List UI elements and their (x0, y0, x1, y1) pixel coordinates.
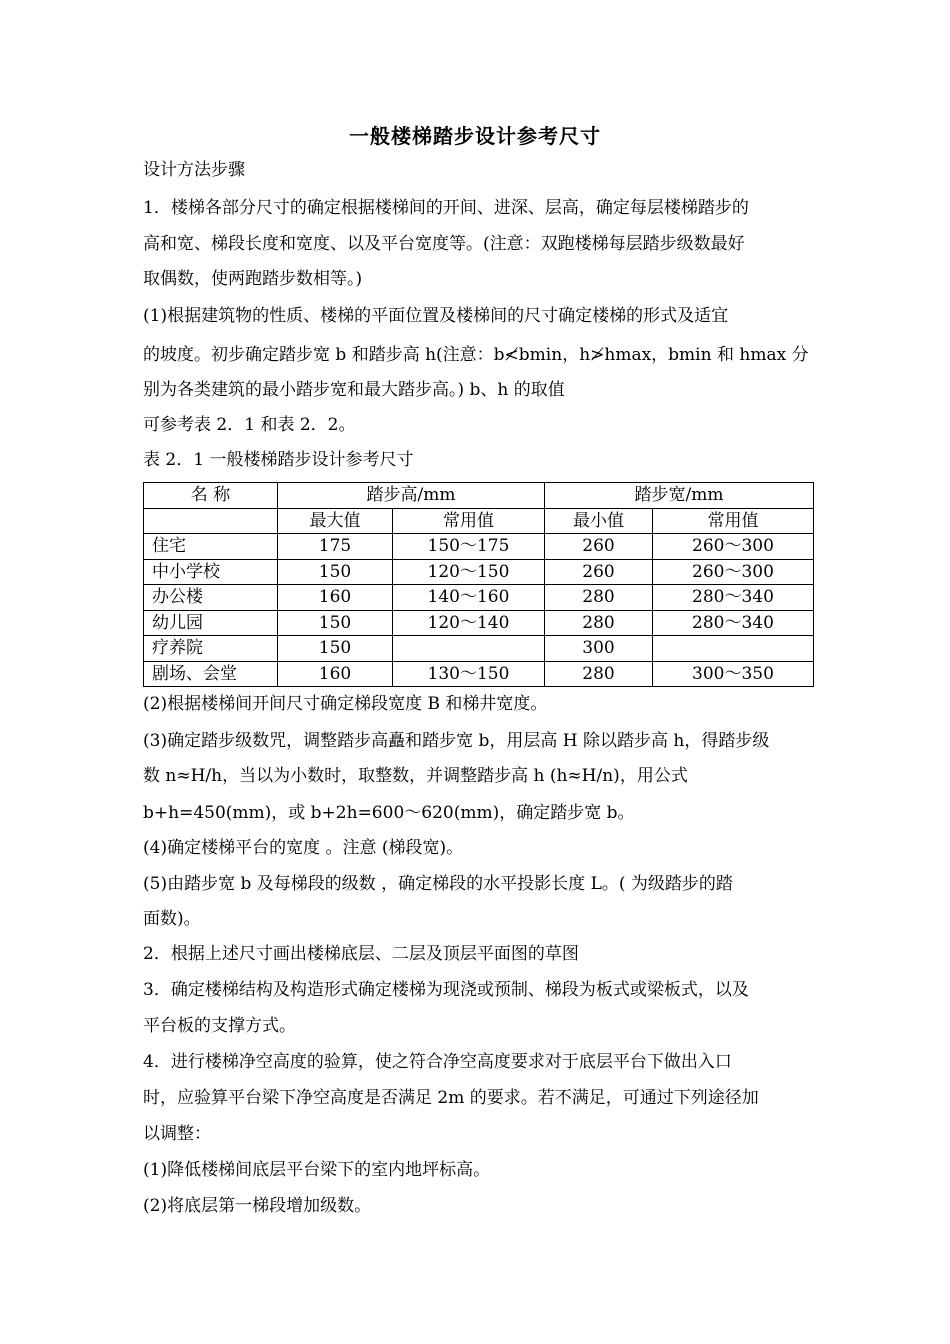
text-line: 可参考表 2．1 和表 2．2。 (143, 415, 356, 435)
text-line: 4．进行楼梯净空高度的验算，使之符合净空高度要求对于底层平台下做出入口 (143, 1052, 732, 1072)
text-line: (2)根据楼梯间开间尺寸确定梯段宽度 B 和梯井宽度。 (143, 694, 548, 714)
cell-h-common: 130～150 (393, 661, 545, 687)
text-line: 别为各类建筑的最小踏步宽和最大踏步高。) b、h 的取值 (143, 380, 565, 400)
subheader-common-width: 常用值 (653, 508, 814, 534)
text-line: (2)将底层第一梯段增加级数。 (143, 1196, 372, 1216)
text-line: (5)由踏步宽 b 及每梯段的级数 ，确定梯段的水平投影长度 L。( 为级踏步的踏 (143, 874, 733, 894)
header-step-height: 踏步高/mm (278, 483, 545, 509)
row-name: 疗养院 (144, 636, 278, 662)
table-row (144, 559, 814, 585)
cell-h-max: 160 (278, 585, 393, 611)
cell-h-max: 175 (278, 534, 393, 560)
text-line: b+h=450(mm)，或 b+2h=600～620(mm)，确定踏步宽 b。 (143, 803, 635, 823)
text-line: 1．楼梯各部分尺寸的确定根据楼梯间的开间、进深、层高，确定每层楼梯踏步的 (143, 198, 749, 218)
cell-h-common: 150～175 (393, 534, 545, 560)
table-subheader-row (144, 508, 814, 534)
header-name: 名 称 (144, 483, 278, 509)
cell-h-max: 150 (278, 610, 393, 636)
table-row (144, 610, 814, 636)
text-line: 3．确定楼梯结构及构造形式确定楼梯为现浇或预制、梯段为板式或梁板式，以及 (143, 980, 749, 1000)
cell-h-common: 120～140 (393, 610, 545, 636)
row-name: 幼儿园 (144, 610, 278, 636)
cell-h-max: 160 (278, 661, 393, 687)
text-line: 设计方法步骤 (143, 160, 245, 180)
row-name: 住宅 (144, 534, 278, 560)
cell-w-common: 300～350 (653, 661, 814, 687)
text-line: (1)根据建筑物的性质、楼梯的平面位置及楼梯间的尺寸确定楼梯的形式及适宜 (143, 306, 729, 326)
table-row (144, 534, 814, 560)
cell-w-common: 260～300 (653, 534, 814, 560)
text-line: (1)降低楼梯间底层平台梁下的室内地坪标高。 (143, 1160, 491, 1180)
cell-w-min: 280 (545, 610, 653, 636)
cell-h-max: 150 (278, 559, 393, 585)
document-title: 一般楼梯踏步设计参考尺寸 (349, 124, 601, 148)
cell-h-common: 140～160 (393, 585, 545, 611)
cell-w-min: 260 (545, 534, 653, 560)
cell-w-min: 300 (545, 636, 653, 662)
header-step-width: 踏步宽/mm (545, 483, 814, 509)
cell-w-common: 280～340 (653, 610, 814, 636)
text-line: 2．根据上述尺寸画出楼梯底层、二层及顶层平面图的草图 (143, 944, 579, 964)
row-name: 剧场、会堂 (144, 661, 278, 687)
text-line: 的坡度。初步确定踏步宽 b 和踏步高 h(注意：b≮bmin，h≯hmax，bmin 和 hmax 分 (143, 345, 809, 365)
row-name: 中小学校 (144, 559, 278, 585)
text-line: 面数)。 (143, 909, 201, 929)
cell-w-common: 260～300 (653, 559, 814, 585)
cell-h-common (393, 636, 545, 662)
cell-h-common: 120～150 (393, 559, 545, 585)
subheader-empty (144, 508, 278, 534)
subheader-max: 最大值 (278, 508, 393, 534)
text-line: 时，应验算平台梁下净空高度是否满足 2m 的要求。若不满足，可通过下列途径加 (143, 1088, 759, 1108)
cell-h-max: 150 (278, 636, 393, 662)
text-line: 取偶数，使两跑踏步数相等。) (143, 269, 363, 289)
stair-step-table (143, 482, 814, 687)
text-line: 数 n≈H/h，当以为小数时，取整数，并调整踏步高 h (h≈H/n)，用公式 (143, 766, 688, 786)
cell-w-common (653, 636, 814, 662)
text-line: (3)确定踏步级数咒，调整踏步高矗和踏步宽 b，用层高 H 除以踏步高 h，得踏步级 (143, 731, 770, 751)
text-line: 高和宽、梯段长度和宽度、以及平台宽度等。(注意：双跑楼梯每层踏步级数最好 (143, 234, 745, 254)
cell-w-min: 280 (545, 661, 653, 687)
table-row (144, 661, 814, 687)
table-header-row (144, 483, 814, 509)
cell-w-common: 280～340 (653, 585, 814, 611)
text-line: 平台板的支撑方式。 (143, 1016, 296, 1036)
subheader-min: 最小值 (545, 508, 653, 534)
text-line: 以调整： (143, 1124, 211, 1144)
cell-w-min: 260 (545, 559, 653, 585)
subheader-common-height: 常用值 (393, 508, 545, 534)
text-line: (4)确定楼梯平台的宽度 。注意 (梯段宽)。 (143, 838, 464, 858)
table-row (144, 636, 814, 662)
cell-w-min: 280 (545, 585, 653, 611)
row-name: 办公楼 (144, 585, 278, 611)
table-caption: 表 2．1 一般楼梯踏步设计参考尺寸 (143, 450, 414, 470)
table-row (144, 585, 814, 611)
